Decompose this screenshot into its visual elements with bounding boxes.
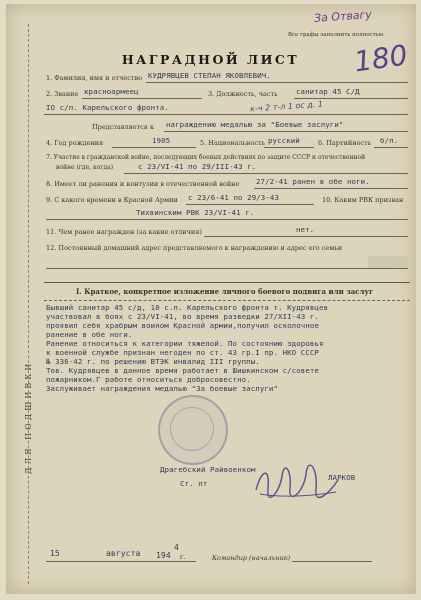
narrative-line-6: к военной службе признан негоден по ст. 43 гр.I пр. НКО СССР (46, 348, 319, 357)
field-5-value: русский (268, 136, 300, 145)
field-3-value: санитар 45 С/Д (296, 87, 360, 96)
signature-org: Драгебский Райвоенком (160, 465, 256, 474)
narrative-line-10: Заслуживает награждения медалью "За боевые заслуги" (46, 384, 279, 393)
field-12-label: 12. Постоянный домашний адрес представляемого к награждению и адрес его семьи (46, 244, 343, 252)
instruction-text: Все графы заполнить полностью (288, 32, 384, 38)
field-11-line (204, 236, 408, 237)
field-4-line (112, 147, 196, 148)
field-1-label: 1. Фамилия, имя и отчество (46, 74, 143, 82)
field-9-line (186, 204, 314, 205)
signature-name: ЛАРКОВ (328, 473, 356, 482)
present-label: Представляется к (92, 123, 154, 131)
field-1-line (146, 82, 408, 83)
date-year-prefix: 194 (156, 551, 171, 560)
field-5-line (264, 147, 314, 148)
field-3-line (294, 98, 408, 99)
handwritten-number: 180 (351, 38, 410, 79)
section-heading: I. Краткое, конкретное изложение личного боевого подвига или заслуг (76, 287, 374, 296)
field-11-value: нет. (296, 225, 315, 234)
field-9-value: с 23/6-41 по 29/3-43 (188, 193, 279, 202)
narrative-line-5: Ранение относиться к категории тяжелой. По состоянию здоровья (46, 339, 324, 348)
field-1-value: КУДРЯВЦЕВ СТЕПАН ЯКОВЛЕВИЧ. (148, 71, 271, 80)
field-7-label-b: войне (где, когда) (56, 164, 114, 171)
unit-line: IO с/п. Карельского фронта. (46, 103, 169, 112)
field-5-label: 5. Национальность (200, 139, 266, 147)
section-divider-2 (44, 300, 410, 301)
narrative-line-1: Бывший санитар 45 с/д, 10 с.п. Карельского фронта т. Кудрявцев (46, 303, 329, 312)
field-8-value: 27/2-41 ранен в обе ноги. (256, 177, 370, 186)
commander-line (292, 561, 372, 562)
field-11-label: 11. Чем ранее награжден (за какие отличия) (46, 228, 202, 236)
date-month: августа (106, 549, 141, 558)
unit-line-rule (44, 114, 408, 115)
binding-margin-line (28, 24, 29, 584)
official-stamp (158, 395, 228, 465)
field-2-label: 2. Звание (46, 90, 79, 98)
section-divider (44, 282, 410, 283)
narrative-line-7: № 336-42 г. по решению ВТЭК инвалид III группы. (46, 357, 260, 366)
field-7-line (124, 173, 408, 174)
field-4-value: 1905 (152, 136, 171, 145)
narrative-line-4: ранение в обе ноги. (46, 330, 133, 339)
narrative-line-9: пожарником.Г работе относиться добросовестно. (46, 375, 251, 384)
commander-label: Командир (начальник) (212, 554, 291, 562)
field-2-value: красноармеец (84, 87, 139, 96)
field-6-line (374, 147, 408, 148)
narrative-line-2: участвовал в боях с 23/VI-41, во время разведки 27/XII-43 г. (46, 312, 319, 321)
field-10-label: 10. Каким РВК призван (322, 196, 404, 204)
field-9-label: 9. С какого времени в Красной Армии (46, 196, 178, 204)
signature-rank: Ст. лт (180, 479, 208, 488)
field-3-label: 3. Должность, часть (208, 90, 278, 98)
document-title: НАГРАДНОЙ ЛИСТ (121, 52, 300, 67)
field-4-label: 4. Год рождения (46, 139, 104, 147)
present-value: награждению медалью за "Боевые заслуги" (166, 120, 344, 129)
field-8-label: 8. Имеет ли ранения и контузии в отечественной войне (46, 180, 240, 188)
field-10-line (46, 219, 408, 220)
field-2-line (82, 98, 202, 99)
date-line (46, 561, 196, 562)
handwritten-note: За Отвагу (313, 7, 373, 26)
field-6-value: б/п. (380, 136, 399, 145)
narrative-line-3: проявил себя храбрым воином Красной армии,получил осколочное (46, 321, 319, 330)
field-12-line-1 (46, 268, 408, 269)
field-6-label: 6. Партийность (318, 139, 372, 147)
date-day: 15 (50, 549, 60, 558)
narrative-line-8: Тов. Кудрявцев в данное время работает в Шишкинском с/совете (46, 366, 319, 375)
field-10-value: Тихвинским РВК 23/VI-41 г. (136, 208, 255, 217)
date-year-digit: 4 (174, 543, 179, 552)
field-8-line (254, 188, 408, 189)
side-label: ДЛЯ ПОДШИВКИ (24, 360, 33, 474)
redacted-address (368, 256, 408, 268)
field-7-value: с 23/VI-41 по 29/III-43 г. (138, 162, 257, 171)
field-7-label-a: 7. Участие в гражданской войне, последующих боевых действиях по защите СССР и отечественной (46, 154, 366, 161)
date-suffix: г. (180, 553, 186, 561)
present-line (164, 131, 408, 132)
handwritten-signature (252, 462, 342, 502)
unit-handwritten: к-ч 2 т-л 1 ос д. 1 (249, 99, 324, 114)
award-sheet (6, 4, 416, 594)
